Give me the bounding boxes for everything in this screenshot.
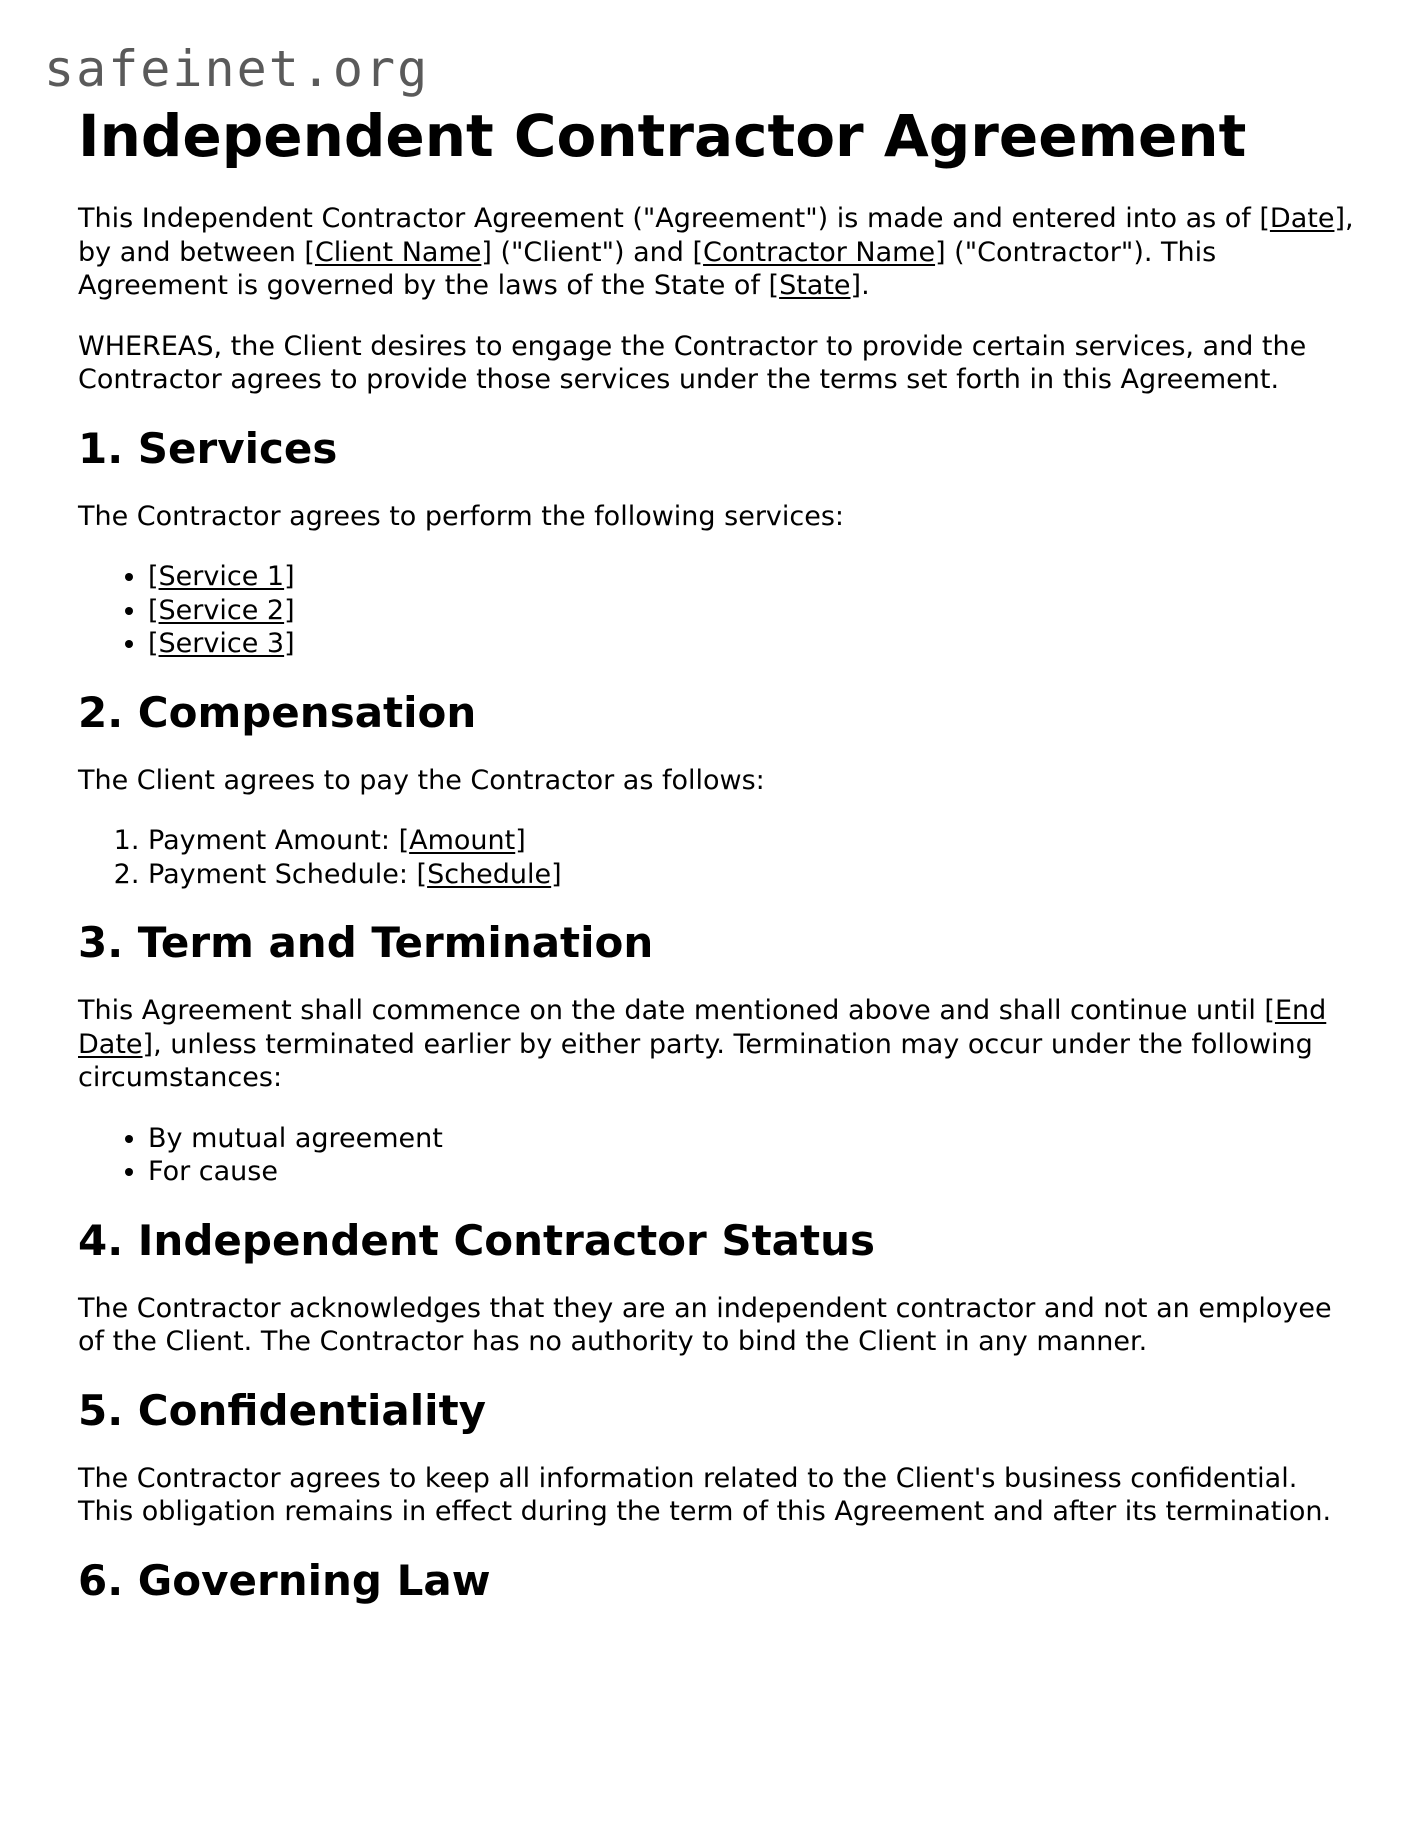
client-name-placeholder[interactable]: Client Name: [314, 236, 482, 268]
list-item: • By mutual agreement: [148, 1122, 1358, 1156]
status-text: The Contractor acknowledges that they are an independent contractor and not an employee of the Client. The Contractor has no authority to bind the Client in any manner.: [78, 1292, 1332, 1357]
contractor-name-placeholder[interactable]: Contractor Name: [703, 236, 936, 268]
service-placeholder[interactable]: Service 3: [158, 628, 285, 659]
list-item: • For cause: [148, 1155, 1358, 1189]
schedule-placeholder[interactable]: Schedule: [427, 858, 552, 890]
section-heading-compensation: 2. Compensation: [78, 687, 477, 737]
date-placeholder[interactable]: Date: [1269, 203, 1335, 234]
confidentiality-text: The Contractor agrees to keep all information related to the Client's business confidential. This obligation remains in effect during the term of this Agreement and after its termination.: [78, 1462, 1332, 1527]
section-heading-term: 3. Term and Termination: [78, 918, 654, 967]
document-title: Independent Contractor Agreement: [78, 102, 1247, 170]
service-placeholder[interactable]: Service 2: [158, 594, 285, 626]
list-item: 1. Payment Amount: [Amount]: [148, 824, 1358, 858]
section-heading-services: 1. Services: [78, 423, 338, 473]
document-body: [78, 100, 1358, 1632]
services-text: The Contractor agrees to perform the following services:: [78, 500, 845, 532]
state-placeholder[interactable]: State: [779, 270, 851, 301]
intro-paragraph: This Independent Contractor Agreement ("Agreement") is made and entered into as of [Date], by and between [Client Name] ("Client") and [Contractor Name] ("Contractor"). This Agreement is governed by the laws of the State of [State].: [78, 203, 1354, 301]
list-item: 2. Payment Schedule: [Schedule]: [148, 858, 1358, 892]
compensation-text: The Client agrees to pay the Contractor as follows:: [78, 764, 765, 796]
term-text: This Agreement shall commence on the date mentioned above and shall continue until [End Date], unless terminated earlier by either party. Termination may occur under the following circumstances:: [78, 995, 1327, 1093]
compensation-list: [78, 824, 1358, 891]
whereas-paragraph: WHEREAS, the Client desires to engage the Contractor to provide certain services, and the Contractor agrees to provide those services under the terms set forth in this Agreement.: [78, 330, 1307, 395]
service-placeholder[interactable]: Service 1: [158, 561, 285, 592]
services-list: [78, 560, 1358, 661]
list-item: • [Service 2]: [148, 594, 1358, 628]
amount-placeholder[interactable]: Amount: [409, 825, 516, 856]
section-heading-governing-law: 6. Governing Law: [78, 1555, 491, 1605]
termination-list: [78, 1122, 1358, 1189]
end-date-placeholder[interactable]: End Date: [78, 995, 1327, 1060]
section-heading-status: 4. Independent Contractor Status: [78, 1215, 875, 1265]
list-item: • [Service 1]: [148, 560, 1358, 594]
section-heading-confidentiality: 5. Confidentiality: [78, 1385, 487, 1435]
list-item: • [Service 3]: [148, 627, 1358, 661]
watermark: safeinet.org: [44, 40, 430, 98]
